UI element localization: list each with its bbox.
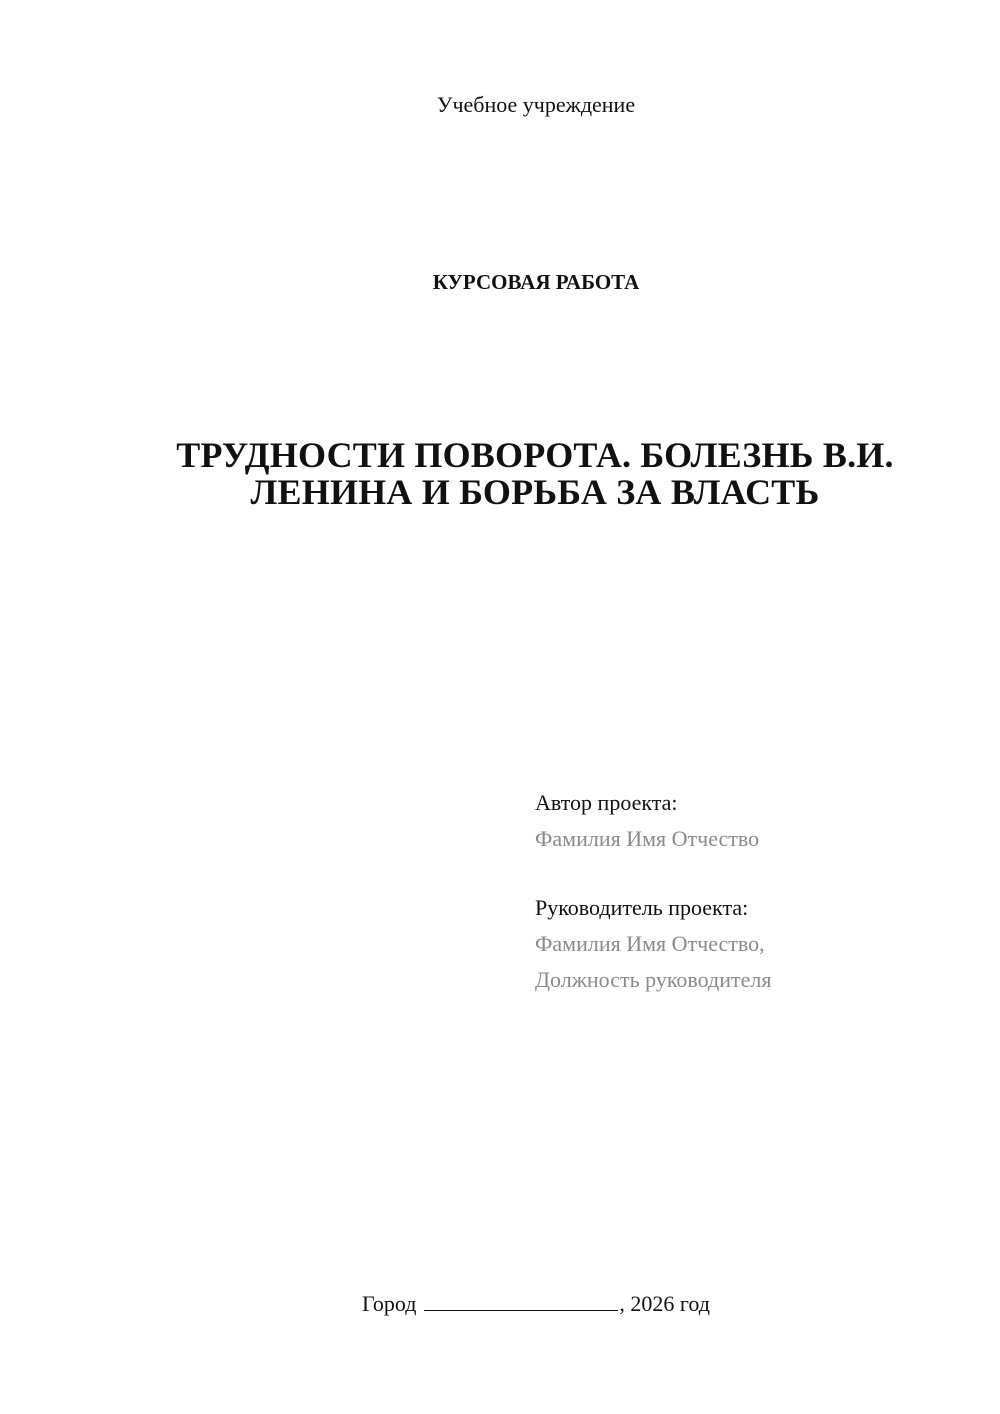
author-label: Автор проекта: (535, 790, 678, 815)
title-line-2: ЛЕНИНА И БОРЬБА ЗА ВЛАСТЬ (250, 472, 820, 512)
city-blank-underline (424, 1290, 618, 1311)
document-title (120, 437, 950, 511)
author-block (535, 785, 955, 857)
city-label: Город (362, 1291, 417, 1316)
supervisor-label: Руководитель проекта: (535, 895, 749, 920)
year-text: , 2026 год (619, 1291, 710, 1316)
author-name-placeholder: Фамилия Имя Отчество (535, 826, 760, 851)
supervisor-block (535, 890, 955, 998)
city-year-line (0, 1290, 1000, 1318)
institution-name: Учебное учреждение (436, 92, 636, 117)
supervisor-name-placeholder: Фамилия Имя Отчество, (535, 931, 765, 956)
work-type-heading: КУРСОВАЯ РАБОТА (432, 270, 640, 294)
supervisor-position-placeholder: Должность руководителя (535, 967, 772, 992)
title-line-1: ТРУДНОСТИ ПОВОРОТА. БОЛЕЗНЬ В.И. (176, 435, 894, 475)
